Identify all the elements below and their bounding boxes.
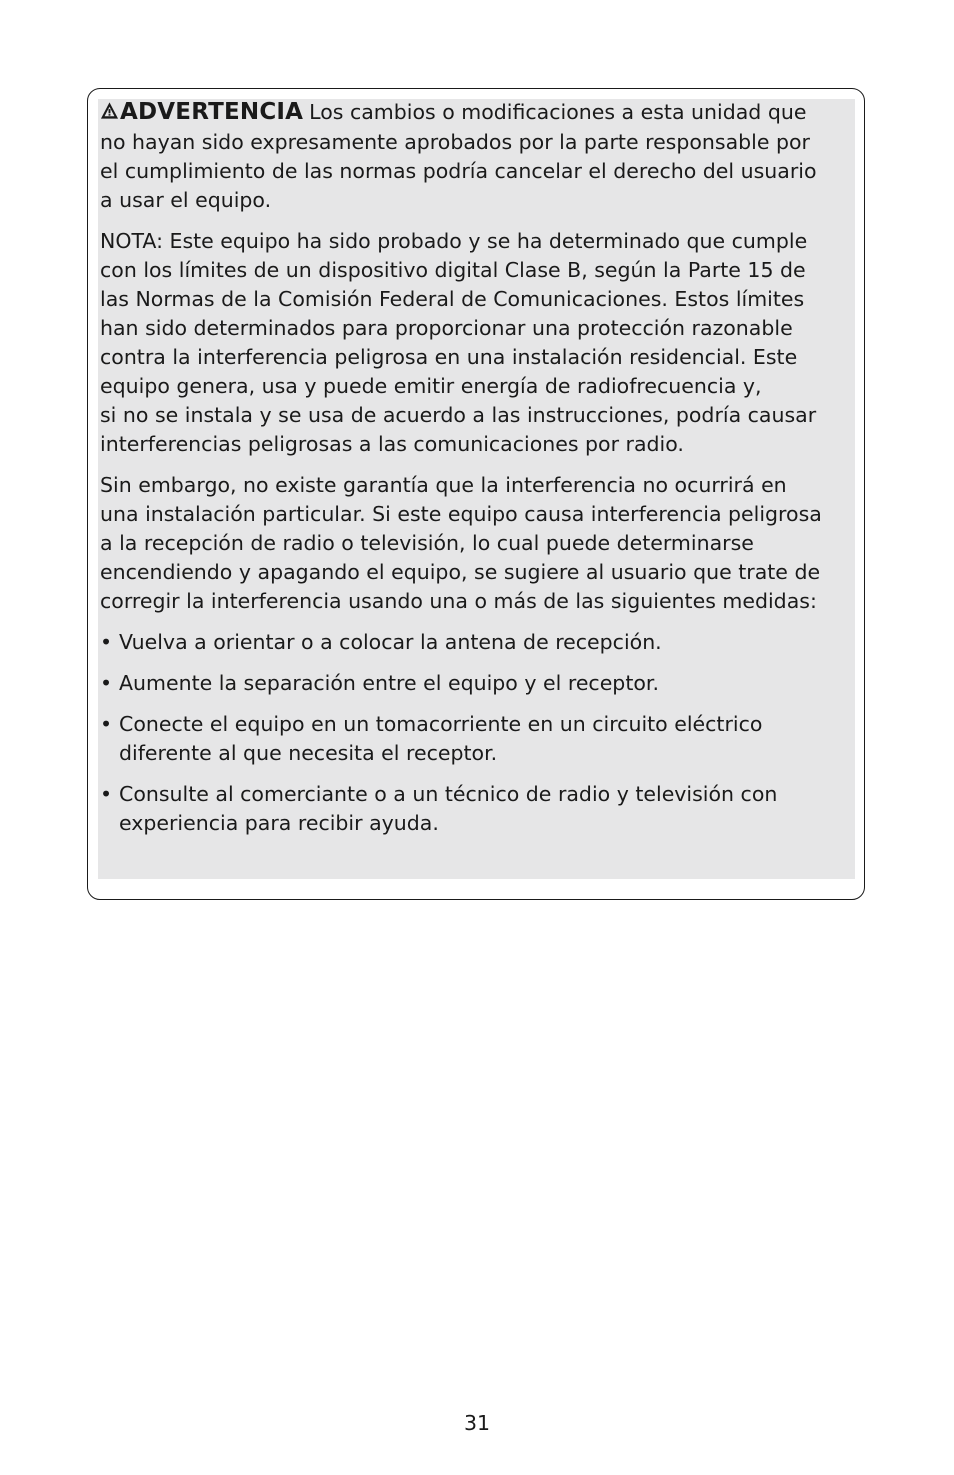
bullet-marker: • bbox=[100, 671, 113, 695]
list-item-text: diferente al que necesita el receptor. bbox=[119, 741, 498, 765]
nota-paragraph bbox=[100, 227, 860, 459]
list-item-text: Aumente la separación entre el equipo y el receptor. bbox=[119, 671, 659, 695]
warning-line: el cumplimiento de las normas podría cancelar el derecho del usuario bbox=[100, 159, 817, 183]
sin-embargo-line: una instalación particular. Si este equipo causa interferencia peligrosa bbox=[100, 502, 822, 526]
sin-embargo-line: encendiendo y apagando el equipo, se sugiere al usuario que trate de bbox=[100, 560, 821, 584]
nota-line: han sido determinados para proporcionar una protección razonable bbox=[100, 316, 793, 340]
list-item bbox=[100, 669, 860, 698]
sin-embargo-line: corregir la interferencia usando una o más de las siguientes medidas: bbox=[100, 589, 817, 613]
nota-line: NOTA: Este equipo ha sido probado y se ha determinado que cumple bbox=[100, 229, 808, 253]
sin-embargo-line: a la recepción de radio o televisión, lo cual puede determinarse bbox=[100, 531, 754, 555]
list-item bbox=[100, 628, 860, 657]
page-number: 31 bbox=[463, 1411, 491, 1435]
list-item bbox=[100, 710, 860, 768]
list-item-text: Vuelva a orientar o a colocar la antena de recepción. bbox=[119, 630, 662, 654]
list-item bbox=[100, 780, 860, 838]
warning-box bbox=[87, 88, 865, 900]
warning-line: Los cambios o modificaciones a esta unidad que bbox=[309, 100, 807, 124]
list-item-text: experiencia para recibir ayuda. bbox=[119, 811, 439, 835]
nota-line: contra la interferencia peligrosa en una instalación residencial. Este bbox=[100, 345, 798, 369]
nota-line: equipo genera, usa y puede emitir energía de radiofrecuencia y, bbox=[100, 374, 762, 398]
nota-line: las Normas de la Comisión Federal de Comunicaciones. Estos límites bbox=[100, 287, 805, 311]
sin-embargo-line: Sin embargo, no existe garantía que la interferencia no ocurrirá en bbox=[100, 473, 787, 497]
warning-line: no hayan sido expresamente aprobados por la parte responsable por bbox=[100, 130, 810, 154]
warning-content bbox=[100, 98, 860, 850]
nota-line: si no se instala y se usa de acuerdo a las instrucciones, podría causar bbox=[100, 403, 817, 427]
sin-embargo-paragraph bbox=[100, 471, 860, 616]
list-item-text: Consulte al comerciante o a un técnico de radio y televisión con bbox=[119, 782, 778, 806]
bullet-marker: • bbox=[100, 712, 113, 736]
warning-triangle-icon bbox=[100, 99, 119, 128]
warning-line: a usar el equipo. bbox=[100, 188, 272, 212]
warning-label: ADVERTENCIA bbox=[120, 99, 304, 125]
nota-line: con los límites de un dispositivo digital Clase B, según la Parte 15 de bbox=[100, 258, 806, 282]
warning-paragraph bbox=[100, 98, 860, 215]
list-item-text: Conecte el equipo en un tomacorriente en un circuito eléctrico bbox=[119, 712, 763, 736]
nota-line: interferencias peligrosas a las comunicaciones por radio. bbox=[100, 432, 684, 456]
bullet-marker: • bbox=[100, 630, 113, 654]
bullet-marker: • bbox=[100, 782, 113, 806]
warning-first-line bbox=[100, 98, 860, 128]
